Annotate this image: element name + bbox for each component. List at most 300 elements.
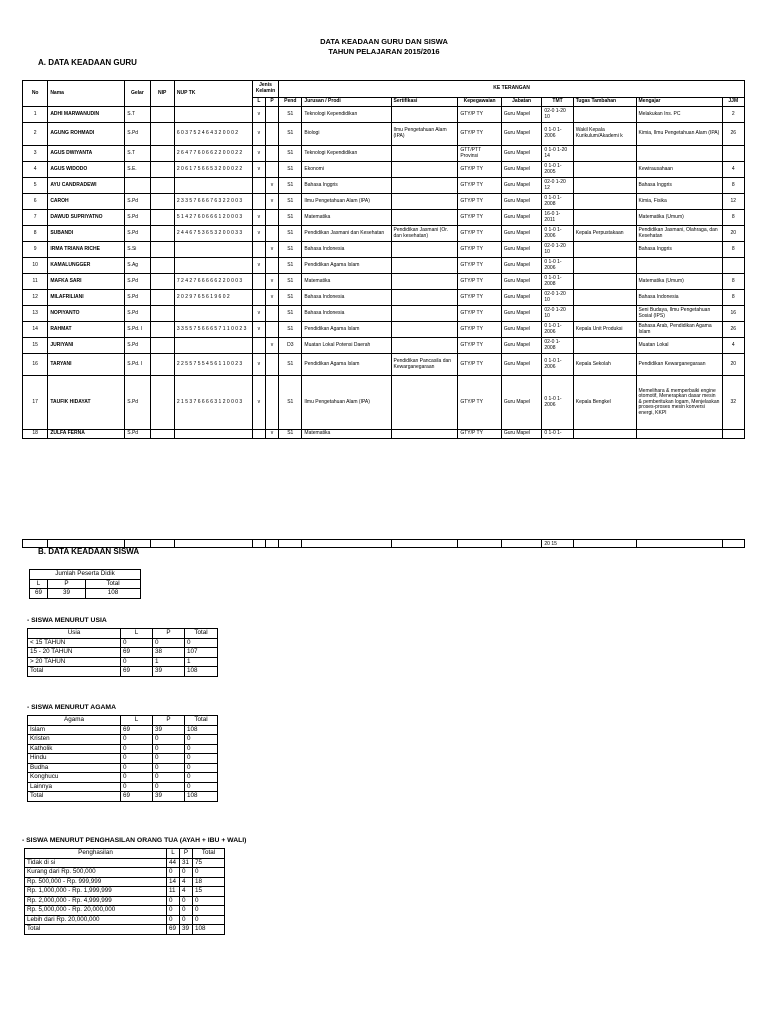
cell-no: 15	[23, 338, 48, 354]
cell-no: 7	[23, 210, 48, 226]
cell-nip	[150, 290, 174, 306]
header-tugas: Tugas Tambahan	[573, 98, 636, 107]
row-value: 0	[121, 773, 153, 783]
cell-tmt: 0 1-0 1-20 14	[542, 146, 573, 162]
cell-l: v	[252, 306, 265, 322]
cell-mengajar: Bahasa Inggris	[636, 178, 722, 194]
cell-p	[265, 162, 278, 178]
teacher-table	[22, 80, 745, 439]
cell-nama: MAFKA SARI	[48, 274, 125, 290]
cell-no: 1	[23, 107, 48, 123]
cell-mengajar: Kewirausahaan	[636, 162, 722, 178]
cell-pend: S1	[279, 376, 302, 430]
table-row	[23, 107, 745, 123]
row-value: 108	[193, 925, 225, 935]
cell-gelar: S.Pd	[125, 226, 150, 242]
cell-tmt: 0 1-0 1-2008	[542, 274, 573, 290]
cell-p	[265, 107, 278, 123]
cell-l: v	[252, 162, 265, 178]
header-cell: P	[153, 629, 185, 639]
row-label: Rp. 500,000 - Rp. 999,999	[25, 877, 167, 887]
cell-no: 2	[23, 123, 48, 146]
row-value: 0	[121, 782, 153, 792]
cell-mengajar: Bahasa Inggris	[636, 242, 722, 258]
table-row	[23, 210, 745, 226]
row-value: 39	[180, 925, 193, 935]
header-nip: NIP	[150, 81, 174, 107]
cell-mengajar	[636, 258, 722, 274]
header-keterangan: KE TERANGAN	[279, 81, 745, 98]
cell-tmt: 02-0 1-2008	[542, 338, 573, 354]
cell-no: 6	[23, 194, 48, 210]
cell-nama: JURIYANI	[48, 338, 125, 354]
cell-sertifikasi	[391, 210, 458, 226]
header-pend: Pend	[279, 98, 302, 107]
cell-nama: DAWUD SUPRIYATNO	[48, 210, 125, 226]
cell-jjm: 16	[722, 306, 744, 322]
table-row	[23, 376, 745, 430]
cell-pend: S1	[279, 162, 302, 178]
row-label: 15 - 20 TAHUN	[28, 648, 121, 658]
cell-nip	[150, 162, 174, 178]
header-cell: Penghasilan	[25, 849, 167, 859]
table-row	[25, 915, 225, 925]
header-no: No	[23, 81, 48, 107]
row-value: 4	[180, 887, 193, 897]
row-value: 0	[185, 744, 218, 754]
cell-jurusan: Bahasa Indonesia	[302, 306, 391, 322]
cell-gelar: S.Pd. I	[125, 322, 150, 338]
cell-jjm: 20	[722, 226, 744, 242]
cell-tugas	[573, 162, 636, 178]
cell-sertifikasi	[391, 338, 458, 354]
row-value: 0	[193, 915, 225, 925]
cell-nuptk: 2 3 3 5 7 6 6 6 7 6 3 2 2 0 0 3	[174, 194, 252, 210]
table-row	[23, 194, 745, 210]
cell-p	[265, 354, 278, 376]
total-students-caption: Jumlah Peserta Didik	[30, 570, 141, 580]
cell-kepegawaian: GTY/P TY	[458, 210, 502, 226]
cell-tmt: 02-0 1-20 12	[542, 178, 573, 194]
teacher-rows	[23, 107, 745, 439]
cell-gelar: S.Pd	[125, 194, 150, 210]
cell-jjm: 20	[722, 354, 744, 376]
header-cell: Total	[193, 849, 225, 859]
cell-sertifikasi	[391, 258, 458, 274]
cell-jjm: 26	[722, 322, 744, 338]
cell-jurusan: Pendidikan Agama Islam	[302, 322, 391, 338]
cell-pend: S1	[279, 146, 302, 162]
cell-jjm	[722, 430, 744, 439]
cell-tugas: Kepala Bengkel	[573, 376, 636, 430]
row-label: Konghucu	[28, 773, 121, 783]
cell-jurusan: Bahasa Inggris	[302, 178, 391, 194]
cell-jjm: 26	[722, 123, 744, 146]
header-l: L	[30, 579, 48, 589]
cell-kepegawaian: GTY/P TY	[458, 322, 502, 338]
cell-nip	[150, 258, 174, 274]
cell-jjm: 8	[722, 290, 744, 306]
row-value: 0	[121, 657, 153, 667]
cell-jjm	[722, 146, 744, 162]
cell-tmt: 0 1-0 1-2008	[542, 194, 573, 210]
cell-pend: S1	[279, 194, 302, 210]
cell-jabatan: Guru Mapel	[501, 290, 542, 306]
cell-tmt: 02-0 1-20 10	[542, 107, 573, 123]
cell-jabatan: Guru Mapel	[501, 306, 542, 322]
cell-sertifikasi	[391, 107, 458, 123]
total-total: 108	[86, 589, 141, 599]
cell-nip	[150, 178, 174, 194]
cell-sertifikasi	[391, 430, 458, 439]
cell-kepegawaian: GTY/P TY	[458, 178, 502, 194]
table-row	[23, 306, 745, 322]
cell-nip	[150, 430, 174, 439]
row-value: 39	[153, 725, 185, 735]
cell-nip	[150, 274, 174, 290]
header-jurusan: Jurusan / Prodi	[302, 98, 391, 107]
cell-gelar: S.Pd. I	[125, 354, 150, 376]
cell-jjm	[722, 258, 744, 274]
total-students-table	[29, 569, 141, 599]
row-value: 15	[193, 887, 225, 897]
cell-nama: AGUNG ROHMADI	[48, 123, 125, 146]
row-value: 1	[153, 657, 185, 667]
header-cell: P	[180, 849, 193, 859]
row-value: 0	[167, 915, 180, 925]
cell-tugas	[573, 306, 636, 322]
table-row	[25, 868, 225, 878]
cell-gelar: S.Pd	[125, 290, 150, 306]
cell-jurusan: Teknologi Kependidikan	[302, 146, 391, 162]
row-label: < 15 TAHUN	[28, 638, 121, 648]
cell-sertifikasi: Ilmu Pengetahuan Alam (IPA)	[391, 123, 458, 146]
cell-nama: ZULFA FERNA	[48, 430, 125, 439]
cell-gelar: S.T	[125, 107, 150, 123]
row-value: 0	[121, 754, 153, 764]
cell-l: v	[252, 322, 265, 338]
row-label: Total	[25, 925, 167, 935]
cell-no: 5	[23, 178, 48, 194]
header-nuptk: NUP TK	[174, 81, 252, 107]
cell-jurusan: Pendidikan Agama Islam	[302, 354, 391, 376]
cell-tugas	[573, 194, 636, 210]
header-jjm: JJM	[722, 98, 744, 107]
row-label: Kurang dari Rp. 500,000	[25, 868, 167, 878]
cell-jurusan: Ekonomi	[302, 162, 391, 178]
cell-jabatan: Guru Mapel	[501, 338, 542, 354]
table-row	[25, 887, 225, 897]
religion-table	[27, 715, 218, 802]
cell-sertifikasi	[391, 178, 458, 194]
cell-l	[252, 430, 265, 439]
table-row	[25, 877, 225, 887]
cell-nuptk	[174, 107, 252, 123]
document-title: DATA KEADAAN GURU DAN SISWA	[320, 37, 448, 46]
cell-nama: ADHI MARWANUDIN	[48, 107, 125, 123]
cell-l: v	[252, 210, 265, 226]
row-label: Lainnya	[28, 782, 121, 792]
table-row	[28, 754, 218, 764]
cell-jabatan: Guru Mapel	[501, 430, 542, 439]
cell-tugas	[573, 290, 636, 306]
table-row	[25, 925, 225, 935]
cell-jabatan: Guru Mapel	[501, 354, 542, 376]
table-row	[28, 648, 218, 658]
cell-mengajar: Kimia, Ilmu Pengetahuan Alam (IPA)	[636, 123, 722, 146]
cell-jurusan: Matematika	[302, 430, 391, 439]
header-p: P	[265, 98, 278, 107]
cell-nama: TARYANI	[48, 354, 125, 376]
cell-kepegawaian: GTY/P TY	[458, 376, 502, 430]
cell-tmt: 0 1-0 1-2005	[542, 162, 573, 178]
row-value: 69	[167, 925, 180, 935]
table-row	[23, 146, 745, 162]
row-value: 39	[153, 667, 185, 677]
cell-p	[265, 376, 278, 430]
cell-pend: S1	[279, 430, 302, 439]
cell-mengajar: Melakukan Ins. PC	[636, 107, 722, 123]
cell-no: 14	[23, 322, 48, 338]
cell-tmt: 0 1-0 1-	[542, 430, 573, 439]
cell-gelar: S.Ag	[125, 258, 150, 274]
age-caption: - SISWA MENURUT USIA	[27, 617, 107, 624]
cell-nuptk	[174, 242, 252, 258]
cell-jjm: 2	[722, 107, 744, 123]
cell-mengajar: Pendidikan Jasmani, Olahraga, dan Kesehatan	[636, 226, 722, 242]
cell-l: v	[252, 376, 265, 430]
row-label: Kristen	[28, 735, 121, 745]
cell-gelar: S.Pd	[125, 338, 150, 354]
row-value: 11	[167, 887, 180, 897]
header-tmt: TMT	[542, 98, 573, 107]
cell-no: 10	[23, 258, 48, 274]
row-value: 69	[121, 667, 153, 677]
document-subtitle: TAHUN PELAJARAN 2015/2016	[328, 47, 440, 56]
cell-nip	[150, 242, 174, 258]
cell-mengajar: Matematika (Umum)	[636, 274, 722, 290]
cell-gelar: S.T	[125, 146, 150, 162]
cell-jurusan: Matematika	[302, 274, 391, 290]
cell-nuptk	[174, 430, 252, 439]
row-label: Hindu	[28, 754, 121, 764]
cell-nuptk	[174, 306, 252, 322]
cell-tmt: 16-0 1-2011	[542, 210, 573, 226]
cell-tmt: 0 1-0 1-2006	[542, 376, 573, 430]
cell-jurusan: Biologi	[302, 123, 391, 146]
cell-nuptk	[174, 178, 252, 194]
cell-nip	[150, 306, 174, 322]
cell-nuptk: 6 0 3 7 5 2 4 6 4 3 2 0 0 0 2	[174, 123, 252, 146]
header-l: L	[252, 98, 265, 107]
header-jabatan: Jabatan	[501, 98, 542, 107]
row-label: Rp. 5,000,000 - Rp. 20,000,000	[25, 906, 167, 916]
cell-kepegawaian: GTY/P TY	[458, 338, 502, 354]
cell-l	[252, 178, 265, 194]
cell-pend: S1	[279, 123, 302, 146]
cell-jjm: 8	[722, 210, 744, 226]
cell-tmt: 0 1-0 1-2006	[542, 258, 573, 274]
cell-jurusan: Ilmu Pengetahuan Alam (IPA)	[302, 194, 391, 210]
cell-tugas	[573, 338, 636, 354]
table-row	[25, 906, 225, 916]
row-label: Islam	[28, 725, 121, 735]
cell-nuptk	[174, 338, 252, 354]
cell-jurusan: Bahasa Indonesia	[302, 242, 391, 258]
cell-pend: D3	[279, 338, 302, 354]
cell-kepegawaian: GTY/P TY	[458, 258, 502, 274]
cell-p: v	[265, 194, 278, 210]
row-value: 0	[121, 735, 153, 745]
row-value: 0	[180, 906, 193, 916]
cell-mengajar: Seni Budaya, Ilmu Pengetahuan Sosial (IPS)	[636, 306, 722, 322]
row-value: 18	[193, 877, 225, 887]
row-value: 0	[180, 896, 193, 906]
table-row	[23, 242, 745, 258]
section-a-heading: A. DATA KEADAAN GURU	[38, 58, 137, 67]
row-value: 69	[121, 792, 153, 802]
cell-pend: S1	[279, 290, 302, 306]
row-label: Lebih dari Rp. 20,000,000	[25, 915, 167, 925]
table-row	[28, 782, 218, 792]
cell-tugas: Kepala Unit Produksi	[573, 322, 636, 338]
table-row	[28, 638, 218, 648]
header-cell: Usia	[28, 629, 121, 639]
table-row	[23, 258, 745, 274]
cell-p	[265, 123, 278, 146]
cell-no: 11	[23, 274, 48, 290]
cell-mengajar: Bahasa Indonesia	[636, 290, 722, 306]
cell-p	[265, 306, 278, 322]
row-value: 4	[180, 877, 193, 887]
cell-tugas	[573, 107, 636, 123]
cell-tugas	[573, 178, 636, 194]
table-row	[23, 354, 745, 376]
cell-mengajar: Matematika (Umum)	[636, 210, 722, 226]
cell-pend: S1	[279, 178, 302, 194]
cell-jabatan: Guru Mapel	[501, 274, 542, 290]
cell-jabatan: Guru Mapel	[501, 242, 542, 258]
row-label: Budha	[28, 763, 121, 773]
cell-gelar: S.E.	[125, 162, 150, 178]
row-value: 108	[185, 667, 218, 677]
cell-nama: AYU CANDRADEWI	[48, 178, 125, 194]
row-label: Katholik	[28, 744, 121, 754]
cell-tmt: 0 1-0 1-2006	[542, 322, 573, 338]
cell-p	[265, 210, 278, 226]
cell-jurusan: Muatan Lokal Potensi Daerah	[302, 338, 391, 354]
row-value: 69	[121, 648, 153, 658]
header-cell: Total	[185, 716, 218, 726]
cell-nip	[150, 194, 174, 210]
header-cell: P	[153, 716, 185, 726]
section-b-heading: B. DATA KEADAAN SISWA	[38, 547, 140, 556]
total-p: 39	[48, 589, 86, 599]
row-value: 0	[167, 906, 180, 916]
row-value: 107	[185, 648, 218, 658]
cell-p	[265, 322, 278, 338]
cell-nuptk: 3 3 5 5 7 5 6 6 6 5 7 1 1 0 0 2 3	[174, 322, 252, 338]
cell-nama: RAHMAT	[48, 322, 125, 338]
cell-gelar: S.Pd	[125, 306, 150, 322]
cell-jurusan: Matematika	[302, 210, 391, 226]
cell-nuptk: 2 0 2 9 7 6 5 6 1 9 6 0 2	[174, 290, 252, 306]
cell-gelar: S.Pd	[125, 123, 150, 146]
row-value: 0	[185, 754, 218, 764]
cell-no: 12	[23, 290, 48, 306]
cell-tugas	[573, 146, 636, 162]
cell-nuptk: 2 4 4 6 7 5 3 6 5 3 2 0 0 0 3 3	[174, 226, 252, 242]
income-caption: - SISWA MENURUT PENGHASILAN ORANG TUA (AYAH + IBU + WALI)	[22, 837, 247, 844]
cell-gelar: S.Pd	[125, 376, 150, 430]
cell-jabatan: Guru Mapel	[501, 210, 542, 226]
cell-tmt: 0 1-0 1-2006	[542, 123, 573, 146]
cell-gelar: S.Si	[125, 242, 150, 258]
row-value: 14	[167, 877, 180, 887]
cell-l: v	[252, 226, 265, 242]
cell-l	[252, 194, 265, 210]
cell-sertifikasi	[391, 376, 458, 430]
cell-nuptk: 2 2 5 5 7 5 5 4 5 6 1 1 0 0 2 3	[174, 354, 252, 376]
header-cell: L	[121, 716, 153, 726]
cell-jjm: 4	[722, 338, 744, 354]
row-value: 0	[185, 638, 218, 648]
cell-gelar: S.Pd	[125, 430, 150, 439]
cell-mengajar	[636, 146, 722, 162]
cell-jjm: 12	[722, 194, 744, 210]
table-row	[23, 430, 745, 439]
cell-mengajar: Memelihara & memperbaiki engine otomotif, Menerapkan dasar mesin & pemberitukan logam, Menjelaskan proses-proses mesin konversi energi, KKPI	[636, 376, 722, 430]
cell-nama: KAMALUNGGER	[48, 258, 125, 274]
cell-jjm: 8	[722, 178, 744, 194]
cell-l	[252, 274, 265, 290]
cell-kepegawaian: GTY/P TY	[458, 306, 502, 322]
header-p: P	[48, 579, 86, 589]
row-label: Total	[28, 792, 121, 802]
row-value: 108	[185, 725, 218, 735]
cell-p	[265, 226, 278, 242]
cell-l: v	[252, 107, 265, 123]
cell-jjm: 8	[722, 274, 744, 290]
cell-jabatan: Guru Mapel	[501, 162, 542, 178]
cell-pend: S1	[279, 226, 302, 242]
cell-kepegawaian: GTY/P TY	[458, 123, 502, 146]
cell-tugas: Wakil Kepala Kurikulum/Akademi k	[573, 123, 636, 146]
cell-no: 9	[23, 242, 48, 258]
cell-sertifikasi	[391, 322, 458, 338]
cell-nip	[150, 322, 174, 338]
cell-nip	[150, 107, 174, 123]
cell-jabatan: Guru Mapel	[501, 194, 542, 210]
cell-tmt: 02-0 1-20 10	[542, 290, 573, 306]
row-label: Total	[28, 667, 121, 677]
header-cell: Agama	[28, 716, 121, 726]
cell-nama: MILAFRILIANI	[48, 290, 125, 306]
cell-no: 4	[23, 162, 48, 178]
cell-jurusan: Ilmu Pengetahuan Alam (IPA)	[302, 376, 391, 430]
row-value: 0	[153, 773, 185, 783]
row-value: 0	[180, 915, 193, 925]
cell-sertifikasi	[391, 306, 458, 322]
row-value: 0	[185, 773, 218, 783]
cell-gelar	[125, 178, 150, 194]
table-row	[28, 744, 218, 754]
cell-mengajar: Pendidikan Kewarganegaraan	[636, 354, 722, 376]
header-jenis-kelamin: Jenis Kelamin	[252, 81, 278, 98]
cell-nuptk: 7 2 4 2 7 6 6 6 6 6 2 2 0 0 0 3	[174, 274, 252, 290]
cell-no: 3	[23, 146, 48, 162]
cell-jabatan: Guru Mapel	[501, 123, 542, 146]
